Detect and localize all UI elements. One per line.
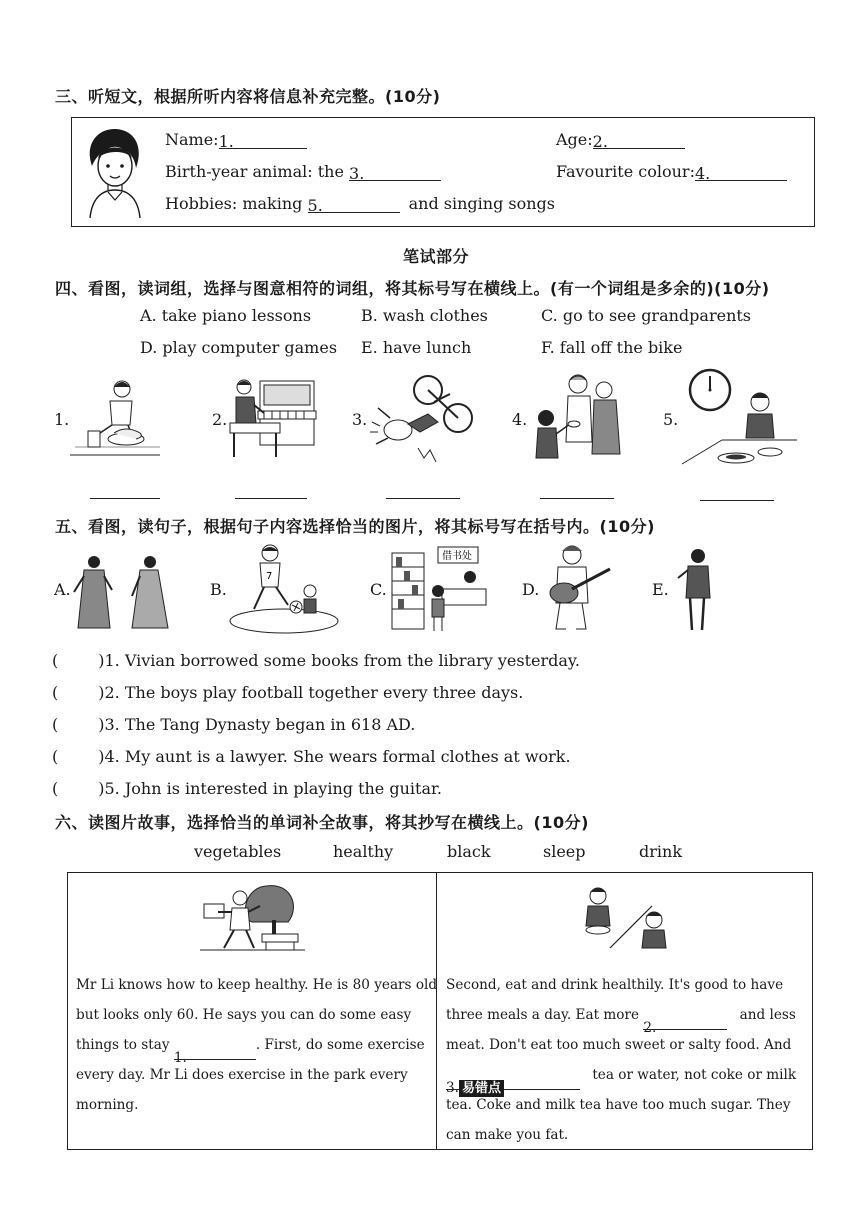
age-blank[interactable]: 2. <box>593 132 685 149</box>
option-b: B. wash clothes <box>361 306 488 325</box>
option-c: C. go to see grandparents <box>541 306 752 325</box>
picture-e-label: E. <box>652 580 669 599</box>
colour-blank[interactable]: 4. <box>695 164 787 181</box>
option-a: A. take piano lessons <box>140 306 312 325</box>
picture-c-label: C. <box>370 580 387 599</box>
section-4-title: 四、看图，读词组，选择与图意相符的词组，将其标号写在横线上。(有一个词组是多余的)(10分) <box>55 279 770 298</box>
written-part-heading: 笔试部分 <box>403 247 470 266</box>
animal-blank[interactable]: 3. <box>349 164 441 181</box>
svg-text:7: 7 <box>266 571 273 582</box>
story-blank-1[interactable]: 1. <box>174 1043 256 1060</box>
section-5-title: 五、看图，读句子，根据句子内容选择恰当的图片，将其标号写在括号内。(10分) <box>55 517 655 536</box>
sentence-4: ( )4. My aunt is a lawyer. She wears formal clothes at work. <box>52 747 571 766</box>
picture-b-label: B. <box>210 580 227 599</box>
animal-row: Birth-year animal: the 3. <box>165 162 441 181</box>
answer-line-3[interactable] <box>386 498 460 499</box>
name-blank[interactable]: 1. <box>219 132 307 149</box>
sentence-2: ( )2. The boys play football together every three days. <box>52 683 524 702</box>
hobbies-blank[interactable]: 5. <box>308 196 400 213</box>
healthy-eating-picture-icon <box>576 882 676 952</box>
sentence-3: ( )3. The Tang Dynasty began in 618 AD. <box>52 715 416 734</box>
picture-1-label: 1. <box>54 410 70 429</box>
section-3-title: 三、听短文，根据所听内容将信息补充完整。(10分) <box>55 87 441 106</box>
answer-line-5[interactable] <box>700 500 774 501</box>
answer-line-1[interactable] <box>90 498 160 499</box>
word-bank-item: healthy <box>333 842 394 861</box>
sentence-5: ( )5. John is interested in playing the guitar. <box>52 779 442 798</box>
colour-row: Favourite colour:4. <box>556 162 787 181</box>
error-prone-tag: 易错点 <box>459 1080 504 1097</box>
grandparents-picture-icon <box>530 372 625 460</box>
girl-portrait-icon <box>84 126 144 218</box>
option-f: F. fall off the bike <box>541 338 683 357</box>
library-sign: 借书处 <box>442 551 472 562</box>
lawyer-picture-icon <box>676 548 718 632</box>
piano-lesson-picture-icon <box>228 375 318 460</box>
story-blank-2[interactable]: 2. <box>643 1013 727 1030</box>
picture-5-label: 5. <box>663 410 679 429</box>
story-right: Second, eat and drink healthily. It's good to have three meals a day. Eat more 2. and less meat. Don't eat too much sweet or salty food. And 3. 易错点 tea or water, not coke or milk tea. Coke and milk tea have too much sugar. They can make you fat. <box>446 977 797 1143</box>
option-d: D. play computer games <box>140 338 338 357</box>
section-6-title: 六、读图片故事，选择恰当的单词补全故事，将其抄写在横线上。(10分) <box>55 813 589 832</box>
football-picture-icon <box>228 543 340 635</box>
story-left: Mr Li knows how to keep healthy. He is 80 years old but looks only 60. He says you can do some easy things to stay 1.. First, do some exercise every day. Mr Li does exercise in the park every morning. <box>76 977 438 1113</box>
picture-d-label: D. <box>522 580 540 599</box>
exercise-park-picture-icon <box>200 882 305 952</box>
answer-line-2[interactable] <box>235 498 307 499</box>
story-blank-3[interactable]: 3. 易错点 <box>446 1073 580 1090</box>
answer-line-4[interactable] <box>540 498 614 499</box>
fall-off-bike-picture-icon <box>368 372 478 467</box>
picture-2-label: 2. <box>212 410 228 429</box>
washing-clothes-picture-icon <box>70 375 160 457</box>
picture-4-label: 4. <box>512 410 528 429</box>
sentence-1: ( )1. Vivian borrowed some books from the library yesterday. <box>52 651 580 670</box>
word-bank-item: drink <box>639 842 683 861</box>
story-divider <box>436 872 437 1150</box>
guitar-picture-icon <box>542 543 614 635</box>
word-bank-item: black <box>447 842 491 861</box>
word-bank-item: vegetables <box>194 842 282 861</box>
age-row: Age:2. <box>556 130 685 149</box>
tang-dynasty-picture-icon <box>72 552 172 630</box>
library-picture-icon <box>390 545 490 633</box>
hobbies-row: Hobbies: making 5. and singing songs <box>165 194 556 215</box>
option-e: E. have lunch <box>361 338 472 357</box>
picture-a-label: A. <box>54 580 71 599</box>
name-row: Name:1. <box>165 130 307 149</box>
picture-3-label: 3. <box>352 410 368 429</box>
word-bank-item: sleep <box>543 842 586 861</box>
lunch-clock-picture-icon <box>682 368 797 468</box>
